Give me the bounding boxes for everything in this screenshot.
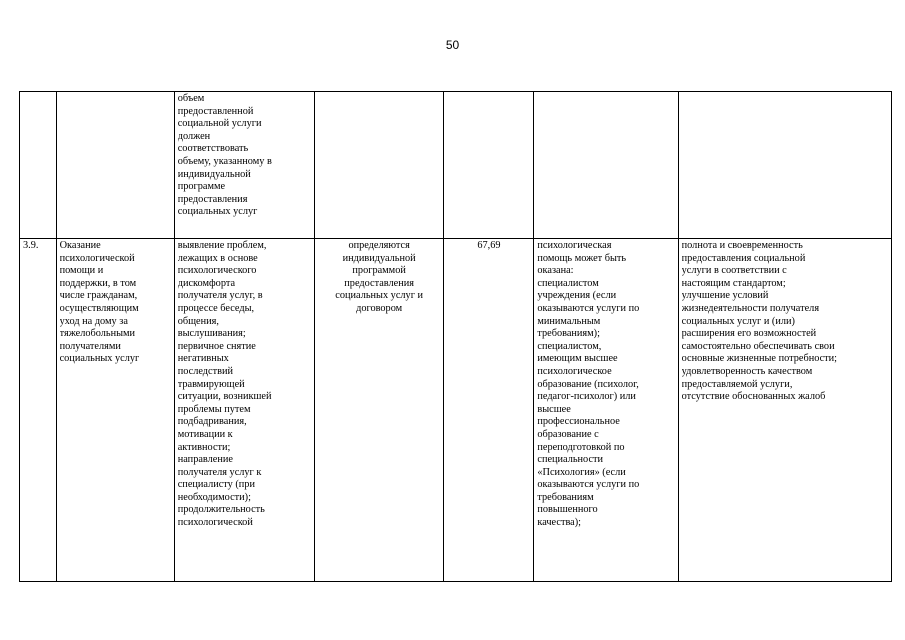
text-line: психологической	[59, 252, 135, 264]
text-line: услуги в соответствии с	[681, 265, 787, 277]
text-line: оказываются услуги по	[537, 479, 640, 491]
text-line: объем	[177, 93, 205, 104]
text-line: социальных услуг	[59, 353, 140, 365]
cell-terms	[314, 92, 444, 239]
text-line: договором	[356, 302, 403, 314]
text-line: негативных	[177, 353, 229, 365]
text-line: учреждения (если	[537, 290, 617, 302]
text-line: уход на дому за	[59, 315, 128, 327]
text-line: помощи и	[59, 265, 104, 277]
text-line: ситуации, возникшей	[177, 391, 272, 403]
text-line: получателя услуг, в	[177, 290, 263, 302]
text-line: Оказание	[59, 240, 101, 251]
text-line: улучшение условий	[681, 290, 769, 302]
text-line: мотивации к	[177, 428, 233, 440]
text-line: процессе беседы,	[177, 302, 255, 314]
text-line: предоставленной	[177, 105, 254, 117]
services-table	[19, 91, 892, 582]
table-row	[20, 92, 892, 239]
text-line: минимальным	[537, 315, 601, 327]
text-line: специалистом,	[537, 340, 602, 352]
text-line: социальной услуги	[177, 118, 262, 130]
text-line: выявление проблем,	[177, 240, 267, 251]
text-line: лежащих в основе	[177, 252, 258, 264]
text-line: качества);	[537, 517, 582, 529]
cell-terms	[314, 239, 444, 582]
cell-content	[174, 92, 314, 239]
text-line: определяются	[348, 240, 410, 251]
text-line: предоставления социальной	[681, 252, 806, 264]
text-line: тяжелобольными	[59, 328, 136, 340]
text-line: требованиям);	[537, 328, 600, 340]
table-row	[20, 239, 892, 582]
text-line: высшее	[537, 403, 571, 415]
text-line: общения,	[177, 315, 219, 327]
cell-service	[56, 239, 174, 582]
text-line: профессиональное	[537, 416, 620, 428]
cell-quality	[678, 92, 891, 239]
text-line: предоставления	[344, 277, 414, 289]
text-line: социальных услуг и	[335, 290, 423, 302]
text-line: программой	[352, 265, 406, 277]
text-line: получателя услуг к	[177, 466, 262, 478]
page-number: 50	[445, 38, 460, 52]
text-line: психологическое	[537, 365, 612, 377]
text-line: получателями	[59, 340, 121, 352]
text-line: оказываются услуги по	[537, 302, 640, 314]
text-line: удовлетворенность качеством	[681, 365, 813, 377]
cell-service	[56, 92, 174, 239]
cell-number: 3.9.	[20, 239, 57, 582]
text-line: травмирующей	[177, 378, 245, 390]
text-line: «Психология» (если	[537, 466, 626, 478]
text-line: жизнедеятельности получателя	[681, 302, 820, 314]
text-line: предоставляемой услуги,	[681, 378, 793, 390]
text-line: должен	[177, 130, 211, 142]
text-line: самостоятельно обеспечивать свои	[681, 340, 835, 352]
cell-norm	[444, 92, 534, 239]
text-line: полнота и своевременность	[681, 240, 803, 251]
text-line: специальности	[537, 454, 604, 466]
text-line: дискомфорта	[177, 277, 236, 289]
text-line: числе гражданам,	[59, 290, 138, 302]
text-line: объему, указанному в	[177, 155, 272, 167]
cell-number	[20, 92, 57, 239]
text-line: осуществляющим	[59, 302, 139, 314]
text-line: соответствовать	[177, 143, 249, 155]
cell-content	[174, 239, 314, 582]
text-line: специалисту (при	[177, 479, 255, 491]
cell-conditions	[534, 92, 678, 239]
text-line: отсутствие обоснованных жалоб	[681, 391, 826, 403]
text-line: программе	[177, 181, 226, 193]
text-line: оказана:	[537, 265, 574, 277]
text-line: имеющим высшее	[537, 353, 618, 365]
text-line: необходимости);	[177, 491, 251, 503]
text-line: педагог-психолог) или	[537, 391, 636, 403]
text-line: психологической	[177, 517, 253, 529]
text-line: предоставления	[177, 193, 248, 205]
cell-quality	[678, 239, 891, 582]
text-line: переподготовкой по	[537, 441, 625, 453]
text-line: образование с	[537, 428, 599, 440]
text-line: проблемы путем	[177, 403, 251, 415]
text-line: требованиям	[537, 491, 594, 503]
text-line: последствий	[177, 365, 233, 377]
cell-norm: 67,69	[444, 239, 534, 582]
text-line: расширения его возможностей	[681, 328, 817, 340]
cell-conditions	[534, 239, 678, 582]
text-line: основные жизненные потребности;	[681, 353, 838, 365]
text-line: психологического	[177, 265, 257, 277]
text-line: продолжительность	[177, 504, 265, 516]
text-line: индивидуальной	[342, 252, 416, 264]
text-line: поддержки, в том	[59, 277, 137, 289]
text-line: выслушивания;	[177, 328, 246, 340]
text-line: образование (психолог,	[537, 378, 639, 390]
text-line: индивидуальной	[177, 168, 251, 180]
text-line: направление	[177, 454, 233, 466]
text-line: психологическая	[537, 240, 612, 251]
text-line: специалистом	[537, 277, 599, 289]
text-line: активности;	[177, 441, 231, 453]
text-line: первичное снятие	[177, 340, 256, 352]
text-line: настоящим стандартом;	[681, 277, 786, 289]
text-line: подбадривания,	[177, 416, 247, 428]
text-line: повышенного	[537, 504, 598, 516]
text-line: социальных услуг	[177, 206, 258, 218]
text-line: помощь может быть	[537, 252, 627, 264]
text-line: социальных услуг и (или)	[681, 315, 795, 327]
